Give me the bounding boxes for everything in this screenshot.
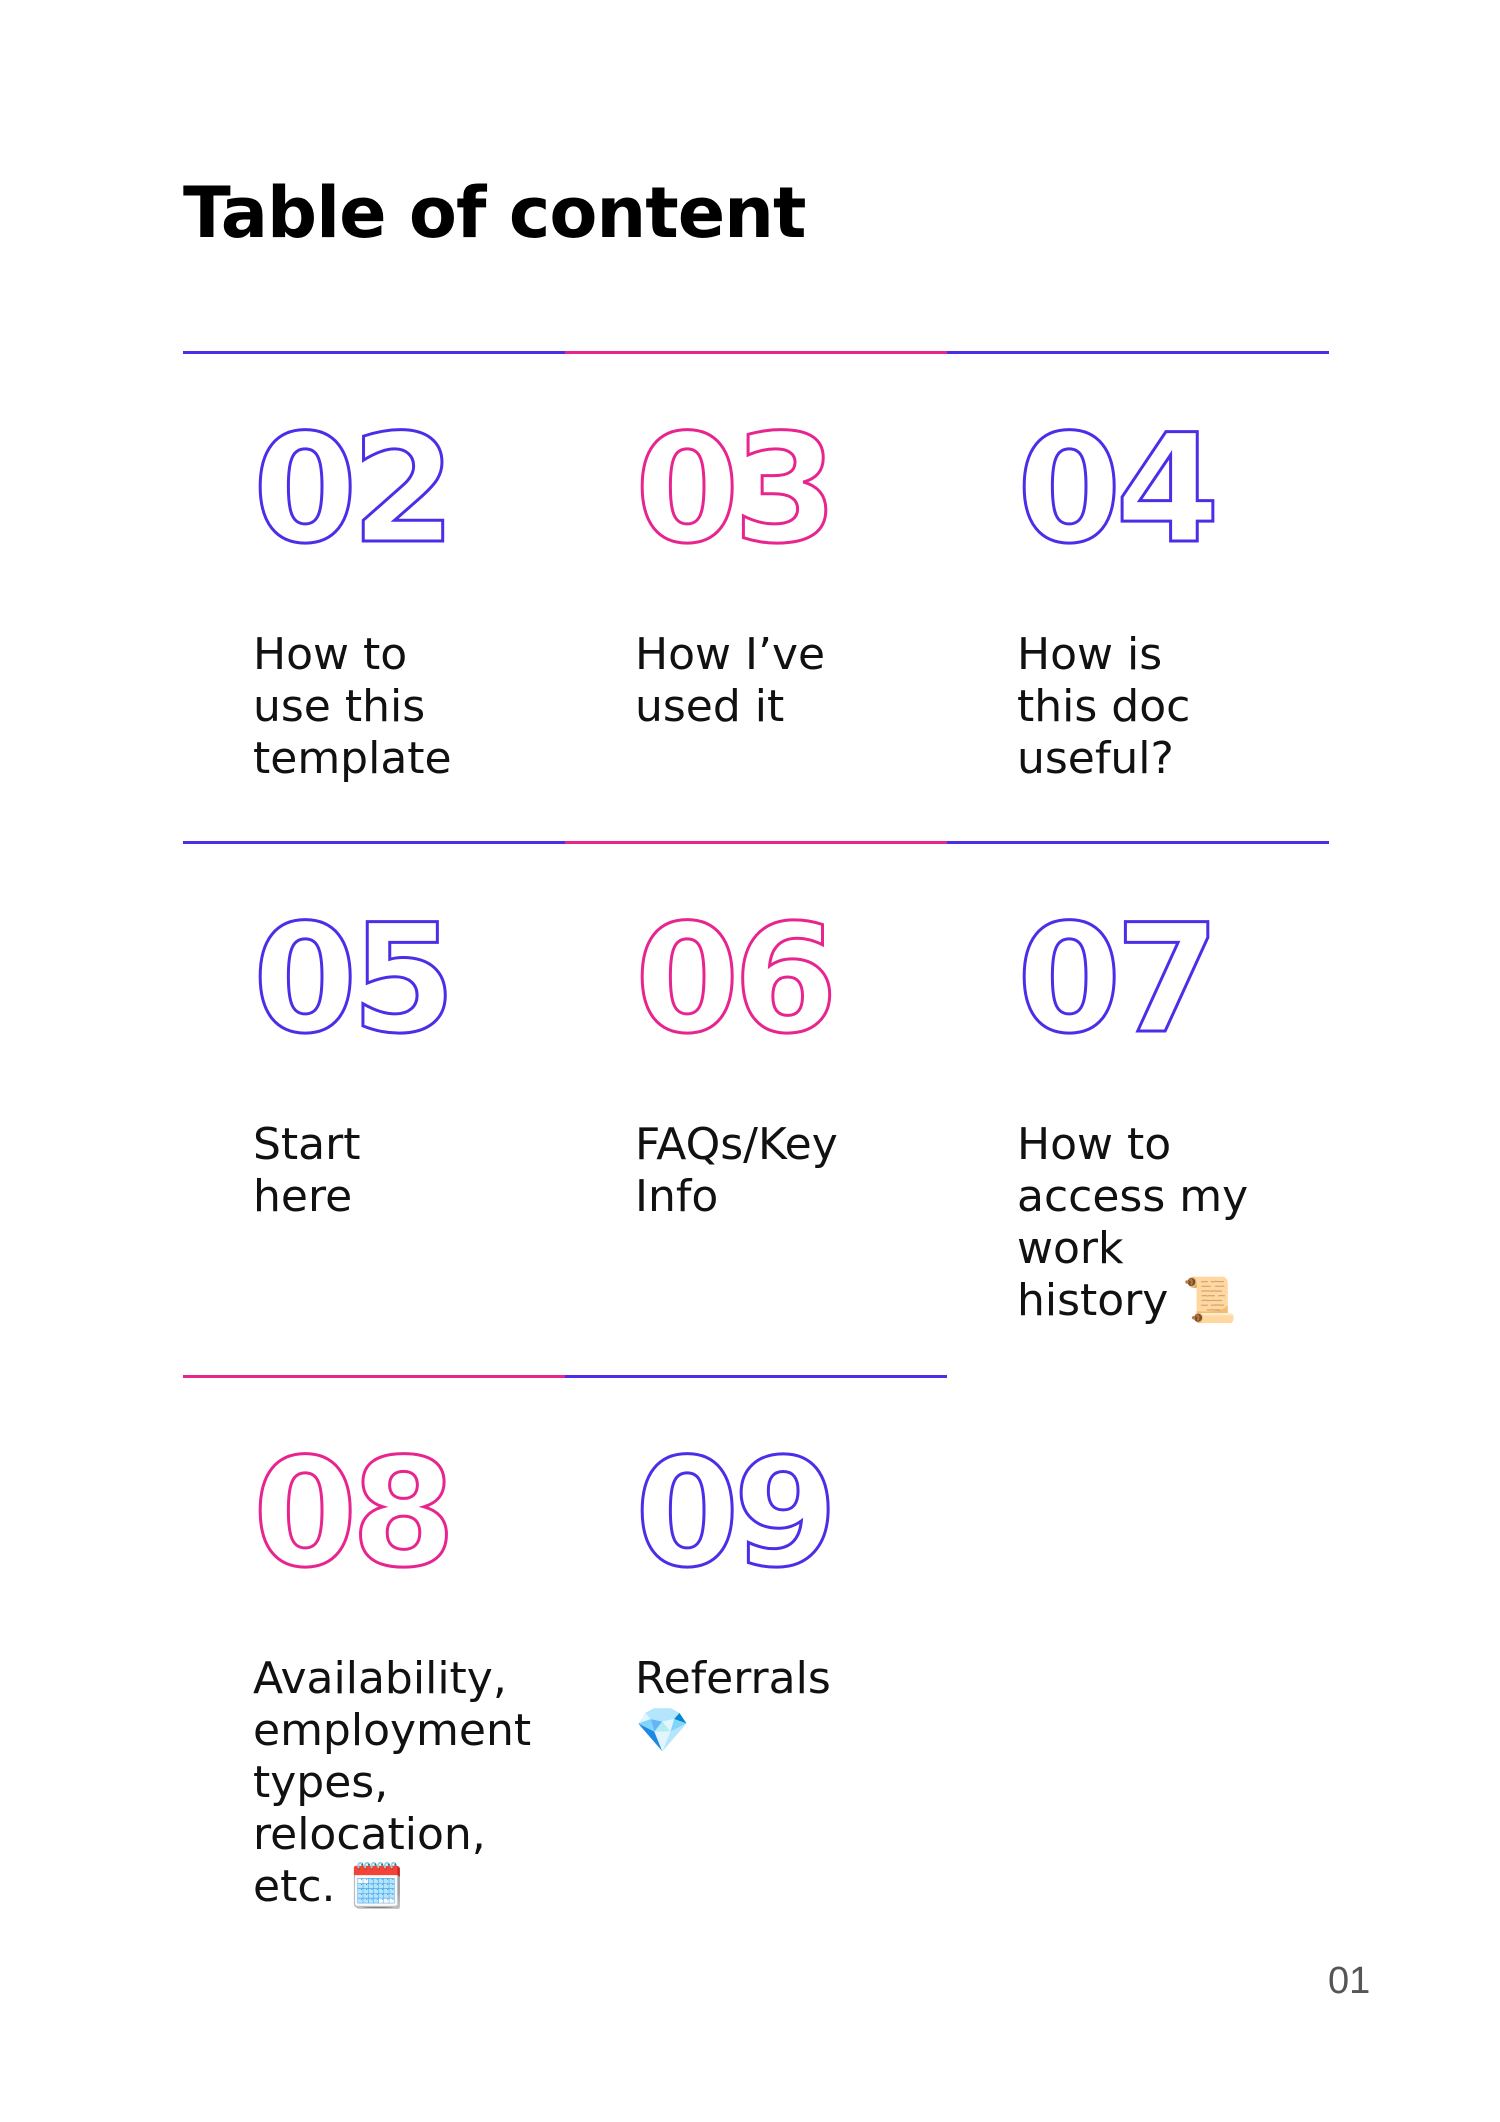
toc-label: How is this doc useful? [1017,629,1191,784]
toc-label: Referrals 💎 [635,1653,831,1756]
toc-item[interactable] [635,893,965,1223]
divider [183,841,565,844]
page-title: Table of content [183,172,806,254]
divider [947,841,1329,844]
divider [565,841,947,844]
toc-number: 09 [635,1427,832,1601]
toc-label: How to use this template [253,629,452,784]
toc-item[interactable] [253,403,583,785]
toc-item[interactable] [253,1427,583,1913]
toc-label: How to access my work history 📜 [1017,1119,1249,1326]
toc-label: How I’ve used it [635,629,826,732]
toc-number: 02 [253,403,450,577]
toc-label: Start here [253,1119,361,1222]
toc-item[interactable] [1017,893,1347,1327]
divider [183,1375,565,1378]
page-number: 01 [1328,1960,1371,2002]
toc-number: 08 [253,1427,450,1601]
toc-item[interactable] [253,893,583,1223]
toc-item[interactable] [1017,403,1347,785]
toc-number: 03 [635,403,832,577]
toc-number: 07 [1017,893,1214,1067]
toc-label: Availability, employment types, relocation, etc. 🗓️ [253,1653,532,1912]
divider [565,351,947,354]
toc-item[interactable] [635,1427,965,1757]
divider [183,351,565,354]
divider [565,1375,947,1378]
toc-item[interactable] [635,403,965,733]
toc-label: FAQs/Key Info [635,1119,838,1222]
divider [947,351,1329,354]
toc-number: 04 [1017,403,1214,577]
toc-number: 05 [253,893,450,1067]
toc-number: 06 [635,893,832,1067]
